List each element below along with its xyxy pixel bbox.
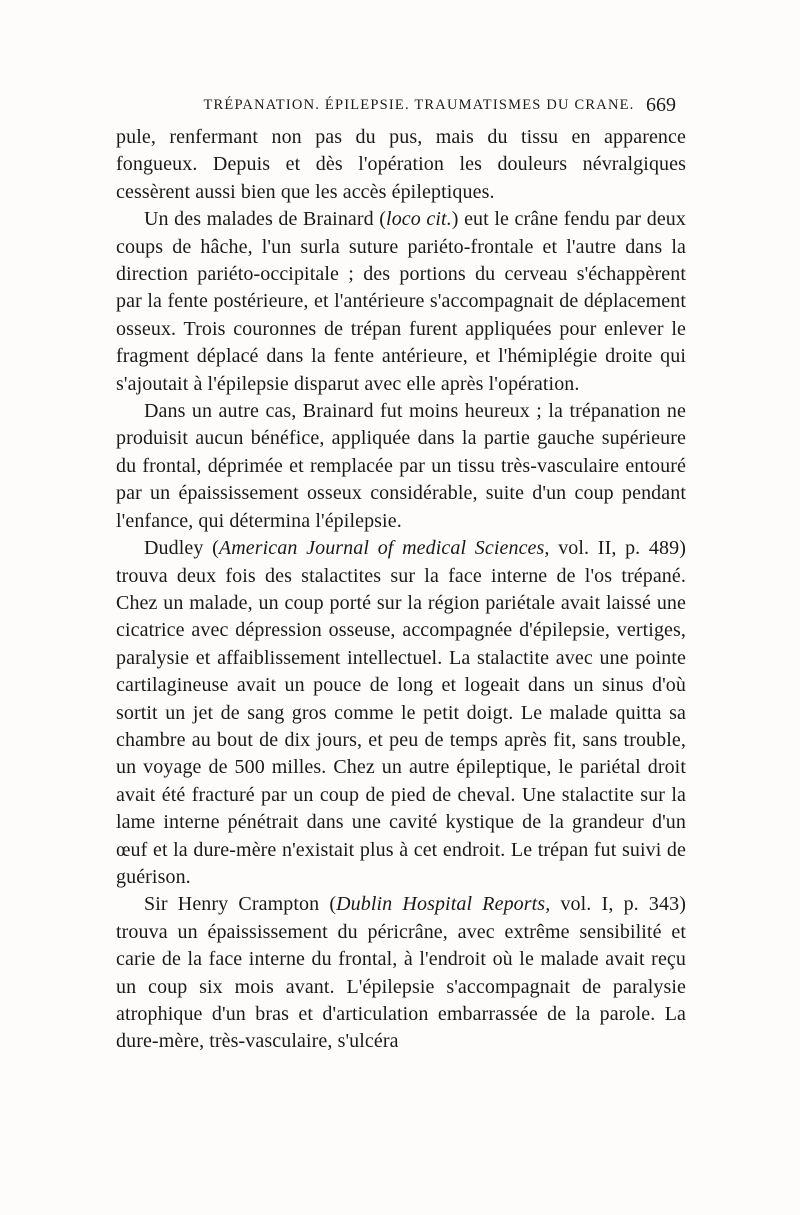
page-number: 669: [646, 94, 676, 116]
book-page: [116, 88, 686, 1168]
paragraph-text: Un des malades de Brainard (: [144, 208, 387, 231]
citation-italic: loco cit.: [386, 208, 452, 231]
citation-italic: Dublin Hospital Reports,: [336, 893, 551, 916]
running-title: TRÉPANATION. ÉPILEPSIE. TRAUMATISMES DU CRANE.: [203, 97, 635, 113]
paragraph-text: Dans un autre cas, Brainard fut moins heureux ; la trépanation ne produisit aucun bénéfice, appliquée dans la partie gauche supérieure du frontal, déprimée et remplacée par un tissu très-vasculaire entouré par un épaississement osseux considérable, suite d'un coup pendant l'enfance, qui détermina l'épilepsie.: [116, 400, 686, 532]
paragraph-brainard-second-case: [116, 398, 686, 535]
paragraph-text: Dudley (: [144, 537, 219, 560]
paragraph-text: vol. II, p. 489) trouva deux fois des stalactites sur la face interne de l'os trépané. Chez un malade, un coup porté sur la région pariétale avait laissé une cicatrice avec dépression osseuse, accompagnée d'épilepsie, vertiges, paralysie et affaiblissement intellectuel. La stalactite avec une pointe cartilagineuse avait un pouce de long et logeait dans un sinus d'où sortit un jet de sang gros comme le petit doigt. Le malade quitta sa chambre au bout de dix jours, et peu de temps après fit, sans trouble, un voyage de 500 milles. Chez un autre épileptique, le pariétal droit avait été fracturé par un coup de pied de cheval. Une stalactite sur la lame interne pénétrait dans une cavité kystique de la grandeur d'un œuf et la dure-mère n'existait plus à cet endroit. Le trépan fut suivi de guérison.: [116, 537, 686, 888]
citation-italic: American Journal of medical Sciences,: [218, 537, 550, 560]
paragraph-text: vol. I, p. 343) trouva un épaississement du péricrâne, avec extrême sensibilité et carie de la face interne du frontal, à l'endroit où le malade avait reçu un coup six mois avant. L'épilepsie s'accompagnait de paralysie atrophique d'un bras et d'articulation embarrassée de la parole. La dure-mère, très-vasculaire, s'ulcéra: [116, 893, 686, 1053]
paragraph-brainard-case: [116, 206, 686, 398]
paragraph-text: ) eut le crâne fendu par deux coups de hâche, l'un surla suture pariéto-frontale et l'autre dans la direction pariéto-occipitale ; des portions du cerveau s'échappèrent par la fente postérieure, et l'antérieure s'accompagnait de déplacement osseux. Trois couronnes de trépan furent appliquées pour enlever le fragment déplacé dans la fente antérieure, et l'hémiplégie droite qui s'ajoutait à l'épilepsie disparut avec elle après l'opération.: [116, 208, 686, 395]
body-text: [116, 124, 686, 1056]
paragraph-text: Sir Henry Crampton (: [144, 893, 337, 916]
paragraph-continuation: [116, 124, 686, 206]
paragraph-dudley: [116, 535, 686, 891]
running-header: [116, 88, 686, 122]
paragraph-crampton: [116, 891, 686, 1055]
paragraph-text: pule, renfermant non pas du pus, mais du tissu en apparence fongueux. Depuis et dès l'opération les douleurs névralgiques cessèrent aussi bien que les accès épileptiques.: [116, 126, 686, 203]
